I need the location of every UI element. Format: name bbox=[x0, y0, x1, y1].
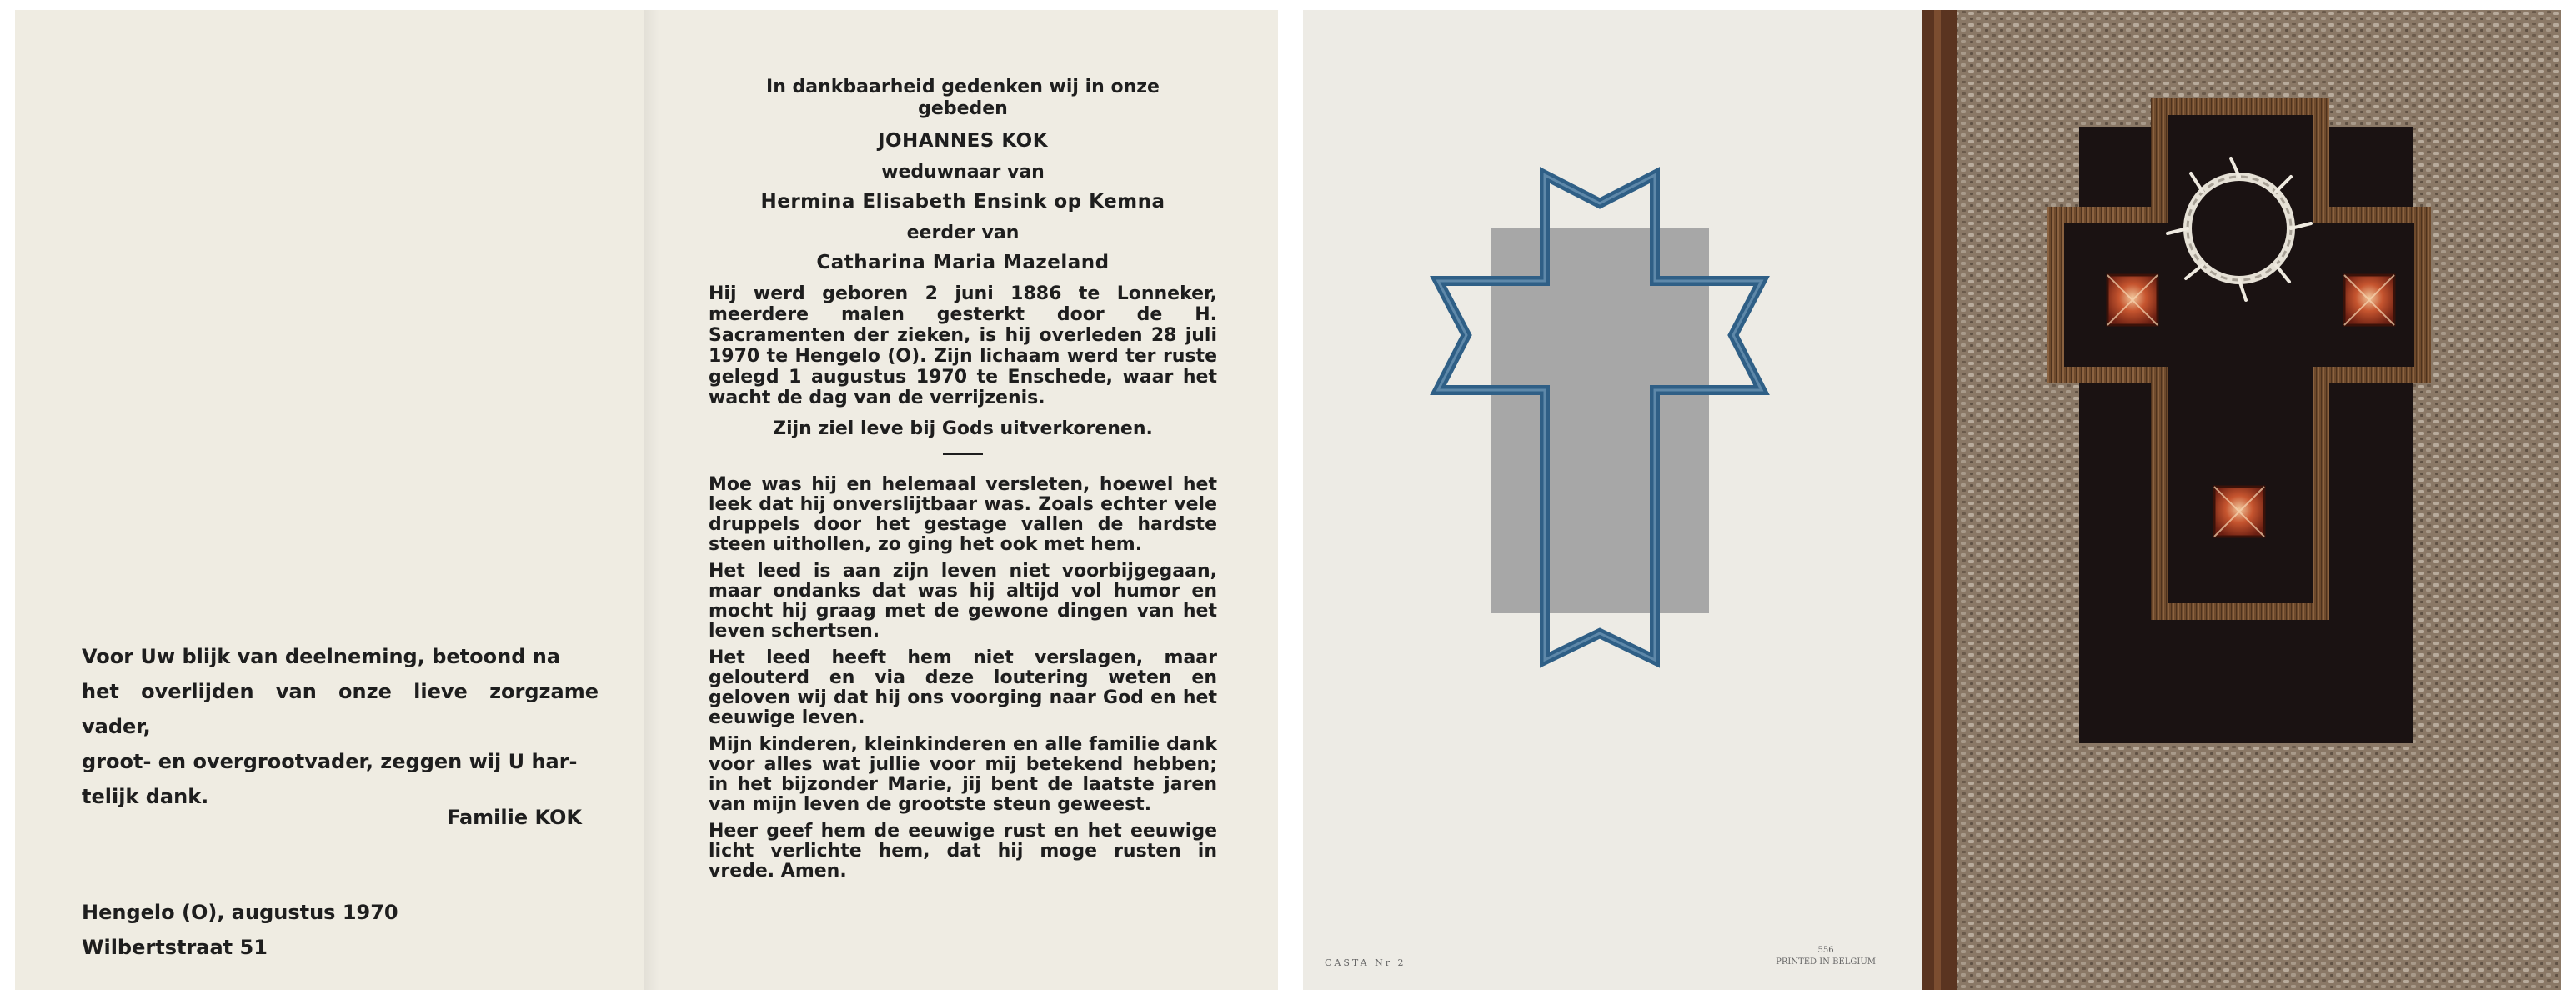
relation-label: eerder van bbox=[906, 222, 1020, 243]
memorial-text bbox=[709, 77, 1217, 888]
series-label: CASTA Nr 2 bbox=[1325, 958, 1406, 968]
crucifix-icon bbox=[1922, 10, 2561, 990]
deceased-name: JOHANNES KOK bbox=[877, 130, 1049, 152]
place-address bbox=[82, 895, 398, 965]
memorial-paragraph: Het leed is aan zijn leven niet voorbijgegaan, maar ondanks dat was hij altijd vol humor en mocht hij graag met de gewone dingen van het leven schertsen. bbox=[709, 561, 1217, 642]
printed-in: PRINTED IN BELGIUM bbox=[1776, 958, 1876, 967]
memorial-paragraph: Heer geef hem de eeuwige rust en het eeuwige licht verlichte hem, dat hij moge rusten in vrede. Amen. bbox=[709, 821, 1217, 882]
memorial-paragraph: Het leed heeft hem niet verslagen, maar gelouterd en via deze loutering weten en geloven wij dat hij ons voorging naar God en het eeuwige leven. bbox=[709, 648, 1217, 728]
spouse-name: Hermina Elisabeth Ensink op Kemna bbox=[760, 191, 1165, 212]
memorial-paragraph: Moe was hij en helemaal versleten, hoewel het leek dat hij onverslijtbaar was. Zoals echter vele druppels door het gestage vallen de hardste steen uithollen, zo ging het ook met hem. bbox=[709, 474, 1217, 555]
thanks-line: het overlijden van onze lieve zorgzame vader, bbox=[82, 680, 599, 738]
thanks-line: telijk dank. bbox=[82, 785, 209, 808]
thanks-line: groot- en overgrootvader, zeggen wij U har- bbox=[82, 750, 578, 773]
gray-panel bbox=[1491, 228, 1709, 613]
family-signature: Familie KOK bbox=[446, 806, 582, 829]
star-cross-icon bbox=[1303, 10, 1922, 990]
jewel-icon bbox=[2344, 275, 2394, 325]
jewel-icon bbox=[2107, 275, 2158, 325]
thanks-line: Voor Uw blijk van deelneming, betoond na bbox=[82, 645, 561, 668]
intro bbox=[709, 77, 1217, 120]
biography: Hij werd geboren 2 juni 1886 te Lonneker, meerdere malen gesterkt door de H. Sacramenten der zieken, is hij overleden 28 juli 1970 te Hengelo (O). Zijn lichaam werd ter ruste gelegd 1 augustus 1970 te Enschede, waar het wacht de dag van de verrijzenis. bbox=[709, 283, 1217, 408]
thank-you-page bbox=[15, 10, 644, 990]
thank-you-text bbox=[82, 639, 599, 814]
printer-mark bbox=[1776, 945, 1876, 968]
street-address: Wilbertstraat 51 bbox=[82, 936, 268, 959]
spouse-name: Catharina Maria Mazeland bbox=[816, 252, 1110, 273]
intro-line: In dankbaarheid gedenken wij in onze bbox=[766, 77, 1160, 98]
print-number: 556 bbox=[1817, 946, 1834, 955]
crucifix-artwork bbox=[1922, 10, 2561, 990]
intro-line: gebeden bbox=[918, 98, 1008, 119]
blessing: Zijn ziel leve bij Gods uitverkorenen. bbox=[773, 418, 1153, 439]
divider bbox=[943, 452, 983, 455]
relation-label: weduwnaar van bbox=[881, 162, 1045, 182]
jewel-icon bbox=[2214, 487, 2264, 537]
memorial-paragraph: Mijn kinderen, kleinkinderen en alle familie dank voor alles wat jullie voor mij betekend hebben; in het bijzonder Marie, jij bent de laatste jaren van mijn leven de grootste steun geweest. bbox=[709, 734, 1217, 815]
place-date: Hengelo (O), augustus 1970 bbox=[82, 901, 398, 924]
memorial-page bbox=[644, 10, 1278, 990]
card-cover bbox=[1303, 10, 1922, 990]
